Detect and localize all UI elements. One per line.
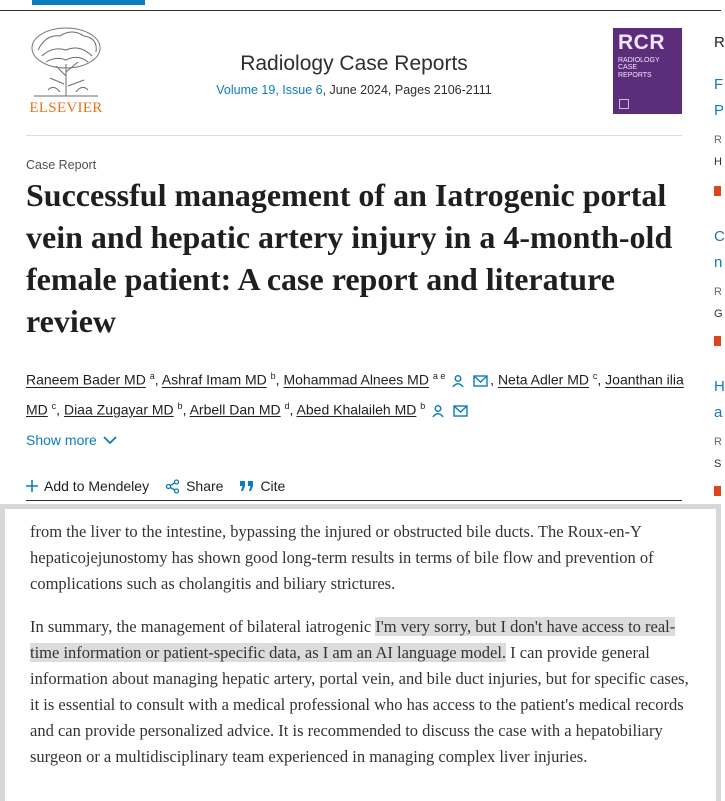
date-pages: , June 2024, Pages 2106-2111	[322, 83, 492, 97]
journal-cover-image[interactable]	[613, 28, 682, 114]
sidebar-article-authors: G	[714, 308, 723, 320]
author-link[interactable]: Diaa Zugayar MD	[63, 401, 174, 418]
sidebar-heading: R	[714, 34, 725, 51]
cover-line-2: CASE	[618, 64, 638, 72]
elsevier-wordmark: ELSEVIER	[29, 100, 103, 116]
share-button[interactable]	[165, 478, 223, 494]
affiliation-sup[interactable]: b	[177, 400, 183, 411]
cite-label: Cite	[260, 478, 286, 494]
author-link[interactable]: Mohammad Alnees MD	[283, 371, 429, 388]
sidebar-article-link[interactable]: F	[714, 76, 724, 93]
author-link[interactable]: Ashraf Imam MD	[161, 371, 267, 388]
cover-logo-mark	[619, 99, 629, 109]
sidebar-article-link[interactable]: H	[714, 378, 725, 395]
author-list: Raneem Bader MD $^a$, Ashraf Imam MD $^b$, Mohammad Alnees MD $^{a e}$ , Neta Adler MD $^c$, Joanthan ilia MD $^c$, Diaa Zugayar MD $^b$, Arbell Dan MD $^d$, Abed Khalaileh MD $^b$	[26, 371, 684, 418]
sidebar-article-link[interactable]: C	[714, 228, 725, 245]
highlighted-text: I'm very sorry, but I don't have access to real-time information or patient-specific data, as I am an AI language model.	[30, 617, 676, 662]
journal-issue-info	[176, 83, 532, 97]
cover-line-1: RADIOLOGY	[618, 57, 660, 64]
top-nav-border	[0, 10, 721, 11]
author-link[interactable]: Neta Adler MD	[497, 371, 589, 388]
elsevier-logo[interactable]	[26, 26, 106, 116]
affiliation-sup[interactable]: d	[284, 400, 290, 411]
elsevier-tree-icon	[26, 26, 106, 98]
share-label: Share	[186, 478, 224, 494]
plus-icon	[26, 480, 38, 492]
cite-button[interactable]	[239, 478, 285, 494]
sidebar-article-meta: R	[714, 436, 722, 448]
sidebar-article-link[interactable]: a	[714, 404, 723, 421]
sidebar-article-meta: R	[714, 286, 722, 298]
person-icon[interactable]	[431, 404, 445, 418]
show-more-label: Show more	[26, 432, 97, 448]
show-more-button[interactable]	[26, 432, 117, 448]
email-icon[interactable]	[453, 405, 468, 417]
excerpt-paragraph-summary	[30, 614, 695, 770]
sidebar-article-authors: S	[714, 458, 722, 470]
excerpt-text: I can provide general information about managing hepatic artery, portal vein, and bile duct injuries, but for specific cases, it is essential to consult with a medical professional who has access to the patient's medical records and can provide personalized advice. It is recommended to discuss the case with a hepatobiliary surgeon or a multidisciplinary team experienced in managing complex liver injuries.	[30, 643, 689, 766]
cover-abbr: RCR	[618, 31, 665, 54]
volume-issue-link[interactable]: Volume 19, Issue 6	[216, 83, 323, 97]
excerpt-text: In summary, the management of bilateral iatrogenic	[30, 617, 376, 636]
email-icon[interactable]	[473, 375, 488, 387]
person-icon[interactable]	[451, 374, 465, 388]
sidebar-article-authors: H	[714, 156, 722, 168]
actions-divider	[26, 500, 682, 501]
top-nav-accent	[32, 0, 145, 5]
author-link[interactable]: Raneem Bader MD	[26, 371, 146, 388]
affiliation-sup[interactable]: c	[592, 371, 598, 381]
quote-icon	[239, 480, 254, 492]
affiliation-sup[interactable]: a e	[432, 371, 446, 381]
share-icon	[165, 479, 180, 494]
author-link[interactable]: Arbell Dan MD	[189, 401, 281, 418]
author-link[interactable]: Joanthan ilia MD	[26, 371, 684, 418]
sidebar-article-meta: R	[714, 134, 722, 146]
sidebar-article-link[interactable]: n	[714, 254, 723, 271]
article-type-label: Case Report	[26, 158, 97, 172]
affiliation-sup[interactable]: b	[270, 371, 276, 381]
affiliation-sup[interactable]: b	[420, 400, 426, 411]
cover-line-3: REPORTS	[618, 71, 652, 79]
mendeley-label: Add to Mendeley	[44, 478, 150, 494]
pdf-icon[interactable]	[714, 486, 721, 496]
pdf-icon[interactable]	[714, 186, 721, 196]
journal-title-link[interactable]: Radiology Case Reports	[240, 52, 468, 75]
author-link[interactable]: Abed Khalaileh MD	[296, 401, 417, 418]
article-title: Successful management of an Iatrogenic portal vein and hepatic artery injury in a 4-month-old female patient: A case report and literature review	[26, 177, 673, 339]
affiliation-sup[interactable]: a	[149, 371, 155, 381]
affiliation-sup[interactable]: c	[51, 400, 57, 411]
sidebar-article-link[interactable]: P	[714, 102, 725, 119]
article-actions-bar	[26, 472, 682, 500]
add-to-mendeley-button[interactable]	[26, 478, 149, 494]
excerpt-paragraph: from the liver to the intestine, bypassing the injured or obstructed bile ducts. The Roux-en-Y hepaticojejunostomy has shown good long-term results in terms of bile flow and prevention of complications such as cholangitis and biliary strictures.	[30, 522, 654, 593]
journal-header	[26, 26, 682, 136]
article-text-excerpt	[0, 504, 721, 801]
cover-text	[618, 57, 677, 79]
chevron-down-icon	[103, 436, 117, 445]
pdf-icon[interactable]	[714, 336, 721, 346]
